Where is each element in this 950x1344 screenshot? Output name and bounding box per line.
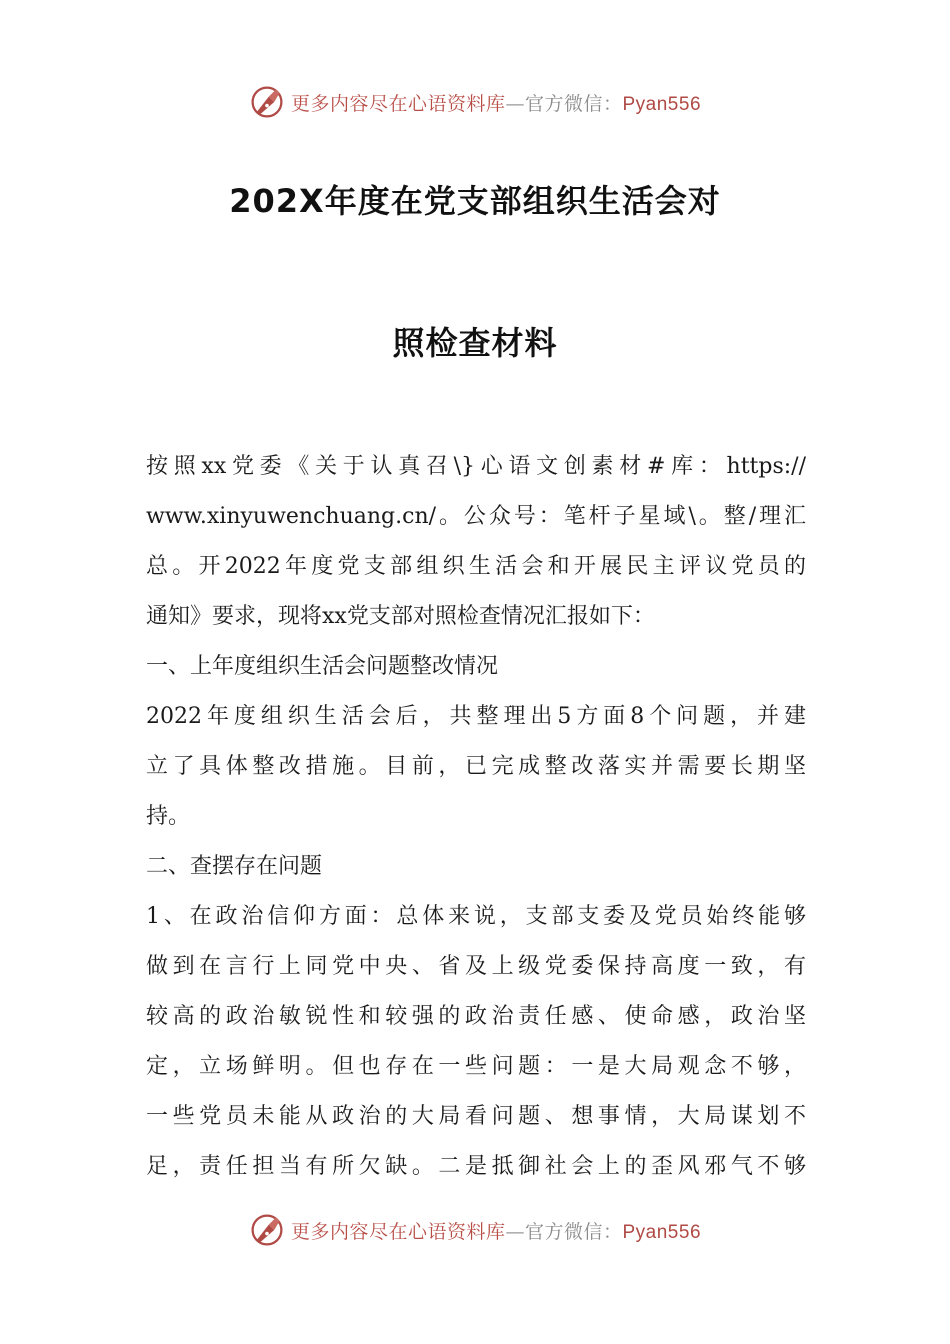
body-line: 持。 xyxy=(146,804,191,829)
body-line: 足，责任担当有所欠缺。二是抵御社会上的歪风邪气不够 xyxy=(146,1154,806,1179)
body-line: 总。开2022年度党支部组织生活会和开展民主评议党员的 xyxy=(146,554,806,579)
header-banner-text xyxy=(291,89,701,116)
document-body xyxy=(146,442,806,1192)
document-title-line-1: 202X年度在党支部组织生活会对 xyxy=(229,182,721,220)
document-title-line-2: 照检查材料 xyxy=(392,324,558,362)
body-line: www.xinyuwenchuang.cn/。公众号：笔杆子星域\。整/理汇 xyxy=(146,504,806,529)
body-line: 做到在言行上同党中央、省及上级党委保持高度一致，有 xyxy=(146,954,806,979)
body-line: 一些党员未能从政治的大局看问题、想事情，大局谋划不 xyxy=(146,1104,806,1129)
banner-brand: 更多内容尽在心语资料库 xyxy=(290,1220,506,1243)
body-line: 2022年度组织生活会后，共整理出5方面8个问题，并建 xyxy=(146,704,806,729)
section-heading: 一、上年度组织生活会问题整改情况 xyxy=(146,654,499,679)
banner-dash: — xyxy=(505,1220,525,1243)
banner-label: 官方微信： xyxy=(524,1220,623,1243)
banner-dash: — xyxy=(505,92,525,115)
body-line: 较高的政治敏锐性和较强的政治责任感、使命感，政治坚 xyxy=(146,1004,806,1029)
banner-wechat-id: Pyan556 xyxy=(622,93,702,115)
body-line: 1、在政治信仰方面：总体来说，支部支委及党员始终能够 xyxy=(146,904,806,929)
body-line: 定，立场鲜明。但也存在一些问题：一是大局观念不够， xyxy=(146,1054,806,1079)
banner-wechat-id: Pyan556 xyxy=(622,1221,702,1243)
body-line: 按照xx党委《关于认真召\}心语文创素材#库：https:// xyxy=(146,454,806,479)
header-banner xyxy=(0,82,950,122)
body-line: 通知》要求，现将xx党支部对照检查情况汇报如下： xyxy=(146,604,655,629)
footer-banner xyxy=(0,1210,950,1250)
pen-nib-logo-icon xyxy=(249,84,285,120)
banner-label: 官方微信： xyxy=(524,92,623,115)
banner-brand: 更多内容尽在心语资料库 xyxy=(290,92,506,115)
section-heading: 二、查摆存在问题 xyxy=(146,854,323,879)
pen-nib-logo-icon xyxy=(249,1212,285,1248)
footer-banner-text xyxy=(291,1217,701,1244)
body-line: 立了具体整改措施。目前，已完成整改落实并需要长期坚 xyxy=(146,754,806,779)
